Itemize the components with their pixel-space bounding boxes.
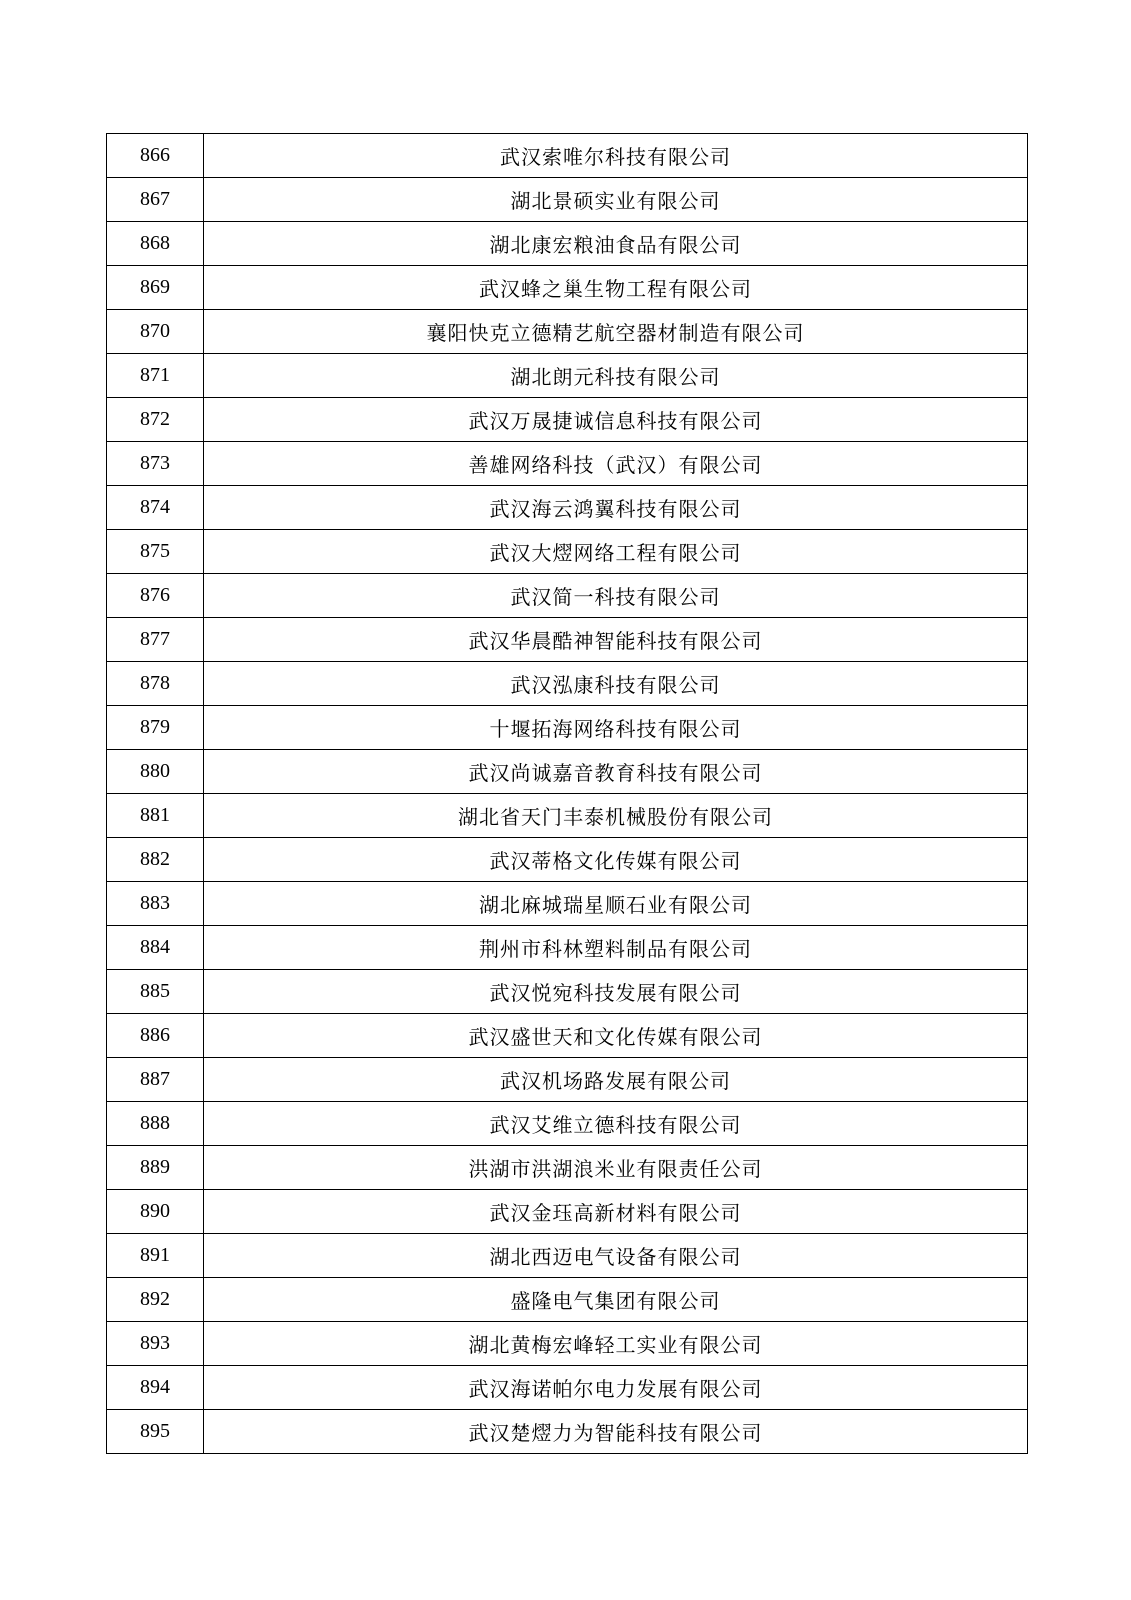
row-number-cell: 890 bbox=[107, 1190, 204, 1234]
table-row bbox=[107, 1146, 1028, 1190]
table-row bbox=[107, 1190, 1028, 1234]
row-number-cell: 872 bbox=[107, 398, 204, 442]
company-name-cell: 洪湖市洪湖浪米业有限责任公司 bbox=[204, 1146, 1028, 1190]
row-number-cell: 884 bbox=[107, 926, 204, 970]
table-row bbox=[107, 794, 1028, 838]
company-name-cell: 荆州市科林塑料制品有限公司 bbox=[204, 926, 1028, 970]
row-number-cell: 895 bbox=[107, 1410, 204, 1454]
row-number-cell: 889 bbox=[107, 1146, 204, 1190]
table-row bbox=[107, 1366, 1028, 1410]
table-row bbox=[107, 1322, 1028, 1366]
table-row bbox=[107, 706, 1028, 750]
row-number-cell: 879 bbox=[107, 706, 204, 750]
table-row bbox=[107, 574, 1028, 618]
company-name-cell: 武汉尚诚嘉音教育科技有限公司 bbox=[204, 750, 1028, 794]
row-number-cell: 875 bbox=[107, 530, 204, 574]
company-name-cell: 武汉海云鸿翼科技有限公司 bbox=[204, 486, 1028, 530]
table-row bbox=[107, 1102, 1028, 1146]
company-name-cell: 武汉海诺帕尔电力发展有限公司 bbox=[204, 1366, 1028, 1410]
row-number-cell: 888 bbox=[107, 1102, 204, 1146]
row-number-cell: 870 bbox=[107, 310, 204, 354]
table-row bbox=[107, 486, 1028, 530]
table-row bbox=[107, 882, 1028, 926]
row-number-cell: 885 bbox=[107, 970, 204, 1014]
company-name-cell: 武汉简一科技有限公司 bbox=[204, 574, 1028, 618]
row-number-cell: 894 bbox=[107, 1366, 204, 1410]
company-name-cell: 湖北景硕实业有限公司 bbox=[204, 178, 1028, 222]
company-name-cell: 湖北省天门丰泰机械股份有限公司 bbox=[204, 794, 1028, 838]
row-number-cell: 882 bbox=[107, 838, 204, 882]
table-row bbox=[107, 618, 1028, 662]
row-number-cell: 876 bbox=[107, 574, 204, 618]
company-name-cell: 善雄网络科技（武汉）有限公司 bbox=[204, 442, 1028, 486]
table-row bbox=[107, 970, 1028, 1014]
table-row bbox=[107, 398, 1028, 442]
company-name-cell: 湖北麻城瑞星顺石业有限公司 bbox=[204, 882, 1028, 926]
table-row bbox=[107, 310, 1028, 354]
table-row bbox=[107, 662, 1028, 706]
company-list-table bbox=[106, 133, 1028, 1454]
company-name-cell: 湖北康宏粮油食品有限公司 bbox=[204, 222, 1028, 266]
company-name-cell: 襄阳快克立德精艺航空器材制造有限公司 bbox=[204, 310, 1028, 354]
row-number-cell: 886 bbox=[107, 1014, 204, 1058]
row-number-cell: 869 bbox=[107, 266, 204, 310]
row-number-cell: 878 bbox=[107, 662, 204, 706]
table-row bbox=[107, 750, 1028, 794]
company-name-cell: 湖北黄梅宏峰轻工实业有限公司 bbox=[204, 1322, 1028, 1366]
row-number-cell: 874 bbox=[107, 486, 204, 530]
table-row bbox=[107, 926, 1028, 970]
company-name-cell: 武汉艾维立德科技有限公司 bbox=[204, 1102, 1028, 1146]
company-name-cell: 武汉大熤网络工程有限公司 bbox=[204, 530, 1028, 574]
row-number-cell: 871 bbox=[107, 354, 204, 398]
row-number-cell: 887 bbox=[107, 1058, 204, 1102]
row-number-cell: 868 bbox=[107, 222, 204, 266]
company-name-cell: 盛隆电气集团有限公司 bbox=[204, 1278, 1028, 1322]
company-name-cell: 湖北西迈电气设备有限公司 bbox=[204, 1234, 1028, 1278]
row-number-cell: 873 bbox=[107, 442, 204, 486]
table-row bbox=[107, 442, 1028, 486]
table-row bbox=[107, 266, 1028, 310]
table-row bbox=[107, 838, 1028, 882]
table-row bbox=[107, 222, 1028, 266]
company-name-cell: 武汉蒂格文化传媒有限公司 bbox=[204, 838, 1028, 882]
row-number-cell: 891 bbox=[107, 1234, 204, 1278]
company-name-cell: 武汉金珏高新材料有限公司 bbox=[204, 1190, 1028, 1234]
row-number-cell: 880 bbox=[107, 750, 204, 794]
row-number-cell: 893 bbox=[107, 1322, 204, 1366]
table-row bbox=[107, 1058, 1028, 1102]
row-number-cell: 866 bbox=[107, 134, 204, 178]
table-row bbox=[107, 1014, 1028, 1058]
table-row bbox=[107, 1278, 1028, 1322]
company-name-cell: 武汉盛世天和文化传媒有限公司 bbox=[204, 1014, 1028, 1058]
company-name-cell: 武汉泓康科技有限公司 bbox=[204, 662, 1028, 706]
company-name-cell: 湖北朗元科技有限公司 bbox=[204, 354, 1028, 398]
table-row bbox=[107, 134, 1028, 178]
company-name-cell: 武汉索唯尔科技有限公司 bbox=[204, 134, 1028, 178]
table-row bbox=[107, 530, 1028, 574]
table-row bbox=[107, 1410, 1028, 1454]
company-name-cell: 十堰拓海网络科技有限公司 bbox=[204, 706, 1028, 750]
company-name-cell: 武汉蜂之巢生物工程有限公司 bbox=[204, 266, 1028, 310]
table-row bbox=[107, 354, 1028, 398]
row-number-cell: 881 bbox=[107, 794, 204, 838]
row-number-cell: 877 bbox=[107, 618, 204, 662]
row-number-cell: 867 bbox=[107, 178, 204, 222]
company-name-cell: 武汉机场路发展有限公司 bbox=[204, 1058, 1028, 1102]
table-row bbox=[107, 178, 1028, 222]
company-name-cell: 武汉楚熤力为智能科技有限公司 bbox=[204, 1410, 1028, 1454]
row-number-cell: 883 bbox=[107, 882, 204, 926]
company-name-cell: 武汉华晨酷神智能科技有限公司 bbox=[204, 618, 1028, 662]
company-list-body bbox=[107, 134, 1028, 1454]
company-name-cell: 武汉万晟捷诚信息科技有限公司 bbox=[204, 398, 1028, 442]
company-name-cell: 武汉悦宛科技发展有限公司 bbox=[204, 970, 1028, 1014]
row-number-cell: 892 bbox=[107, 1278, 204, 1322]
table-row bbox=[107, 1234, 1028, 1278]
